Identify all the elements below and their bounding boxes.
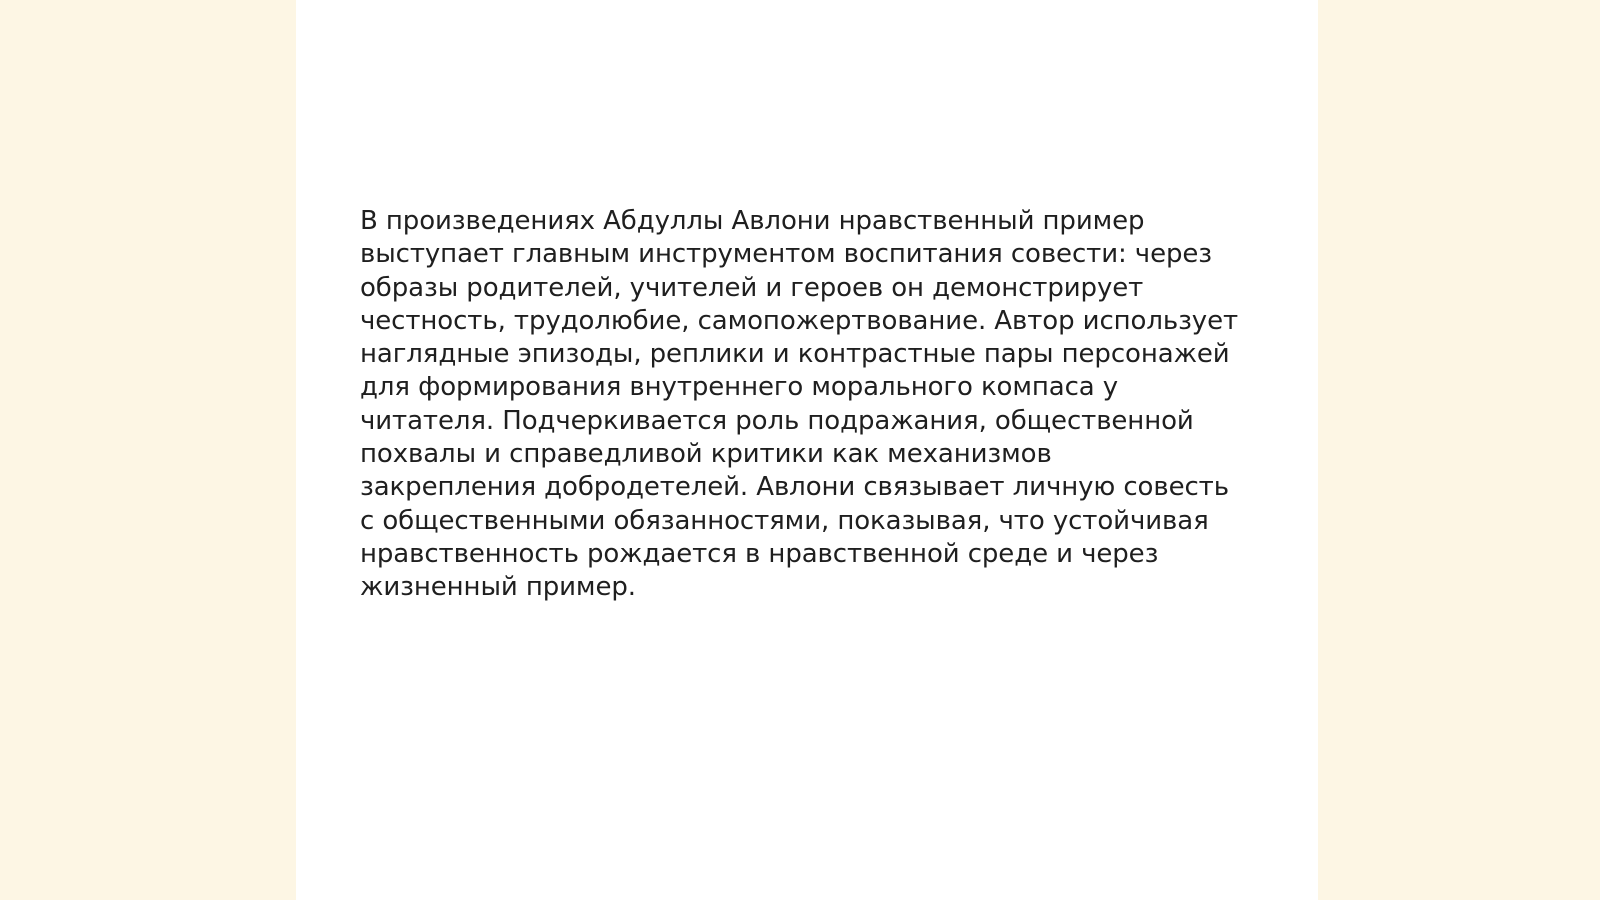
body-paragraph: В произведениях Абдуллы Авлони нравственный пример выступает главным инструментом воспитания совести: через образы родителей, учителей и героев он демонстрирует честность, трудолюбие, самопожертвование. Автор использует наглядные эпизоды, реплики и контрастные пары персонажей для формирования внутреннего морального компаса у читателя. Подчеркивается роль подражания, общественной похвалы и справедливой критики как механизмов закрепления добродетелей. Авлони связывает личную совесть с общественными обязанностями, показывая, что устойчивая нравственность рождается в нравственной среде и через жизненный пример. [360, 206, 1239, 603]
